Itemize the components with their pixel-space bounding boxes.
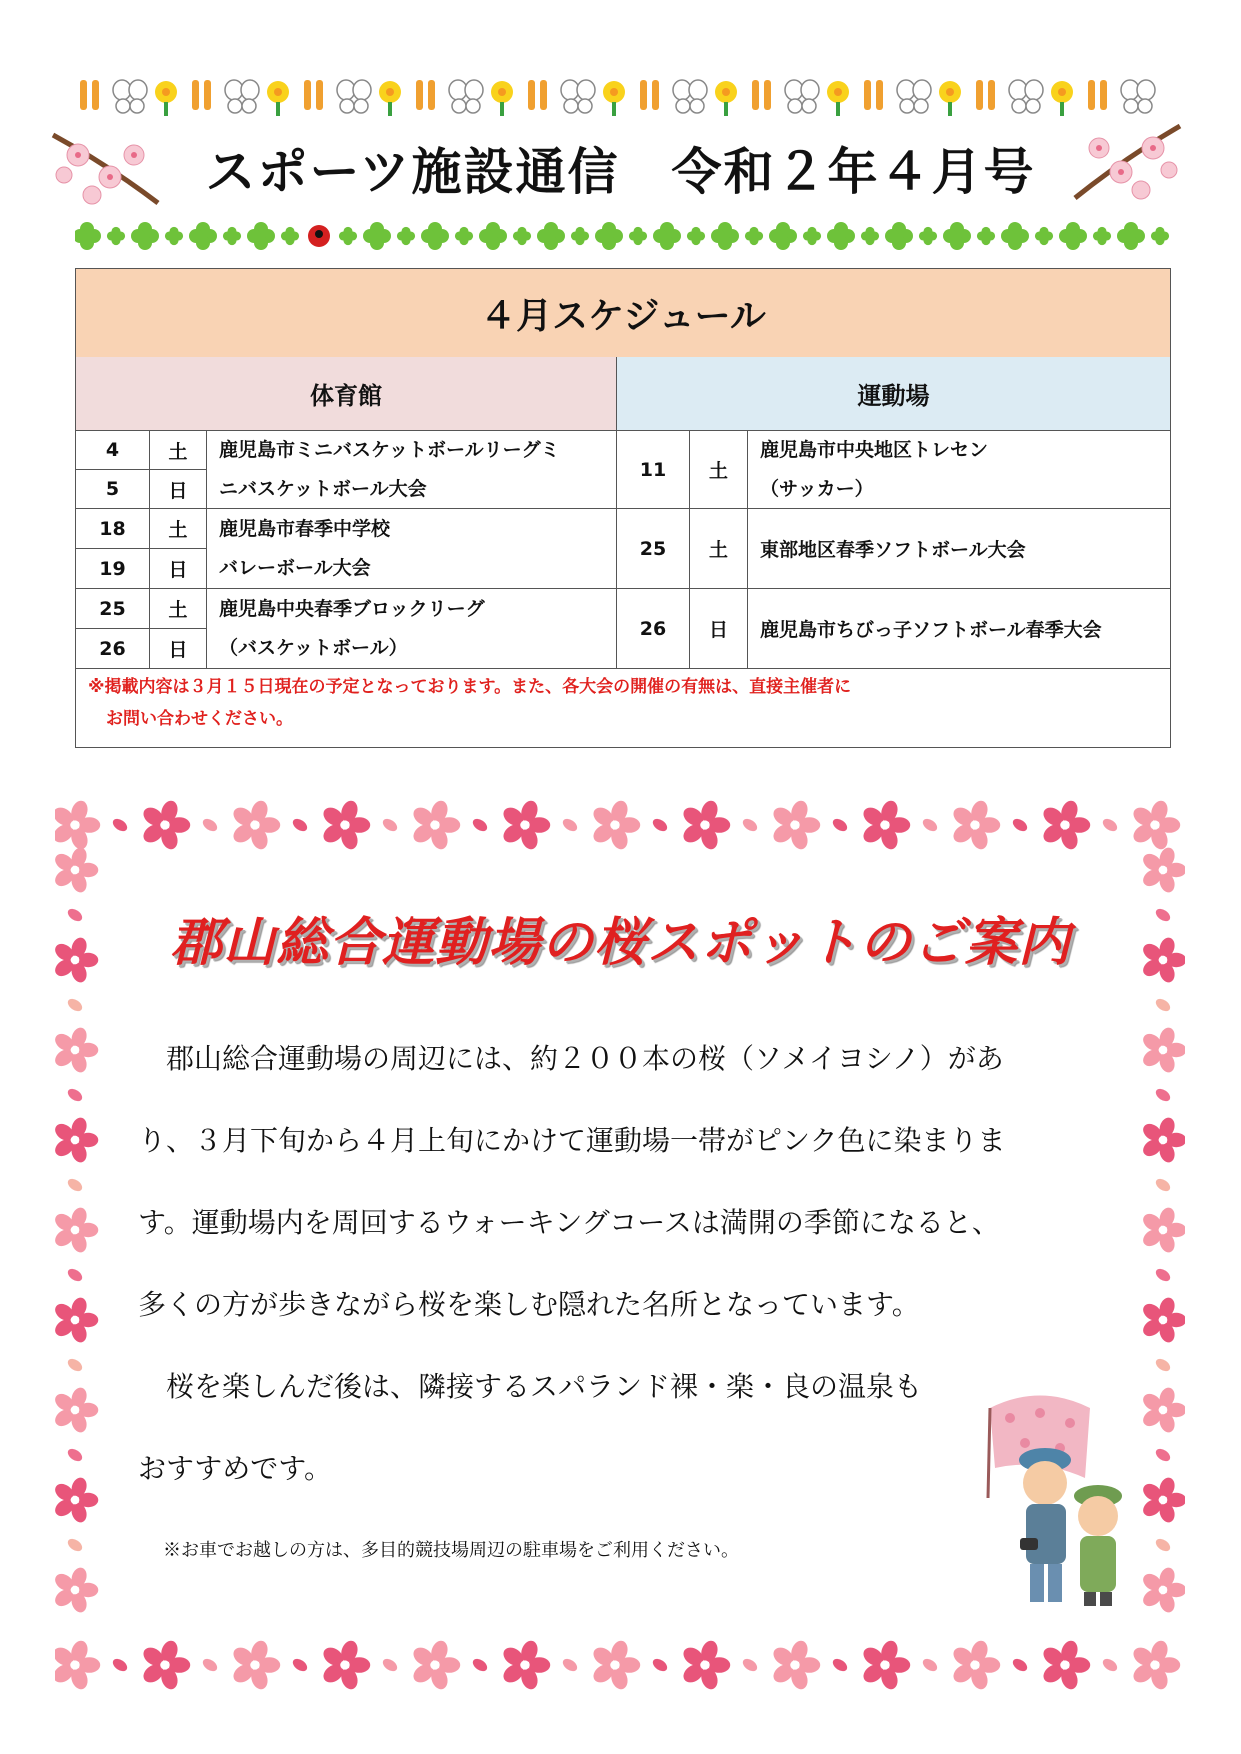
gym-weekday: 土: [150, 589, 207, 629]
gym-event-line: 鹿児島市ミニバスケットボールリーグミ: [219, 438, 560, 461]
field-event: 東部地区春季ソフトボール大会: [748, 509, 1170, 589]
field-date: 26: [617, 589, 690, 669]
gym-weekday: 日: [150, 629, 207, 669]
field-event-line: （サッカー）: [760, 477, 874, 500]
description-line: 郡山総合運動場の周辺には、約２００本の桜（ソメイヨシノ）があ: [138, 1042, 1004, 1075]
field-column-header: 運動場: [617, 357, 1170, 431]
field-weekday: 日: [690, 589, 748, 669]
couple-hanami-illustration-icon: [980, 1388, 1140, 1613]
sakura-description: [138, 1018, 1108, 1510]
gym-event-line: 鹿児島中央春季ブロックリーグ: [219, 597, 485, 620]
description-line: おすすめです。: [138, 1452, 333, 1485]
top-decoration-border: [78, 74, 1163, 118]
schedule-table: [75, 268, 1171, 748]
field-date: 25: [617, 509, 690, 589]
description-line: す。運動場内を周回するウォーキングコースは満開の季節になると、: [138, 1206, 1000, 1239]
clover-decoration-border: [75, 216, 1170, 256]
gym-event-line: 鹿児島市春季中学校: [219, 517, 391, 540]
description-line: 桜を楽しんだ後は、隣接するスパランド裸・楽・良の温泉も: [138, 1370, 923, 1403]
schedule-note: [88, 671, 851, 735]
gym-event: [207, 589, 617, 669]
gym-weekday: 土: [150, 431, 207, 470]
field-weekday: 土: [690, 509, 748, 589]
gym-event: [207, 509, 617, 589]
gym-event-line: バレーボール大会: [219, 556, 371, 579]
field-event-line: 鹿児島市中央地区トレセン: [760, 438, 989, 461]
gym-event-line: （バスケットボール）: [219, 636, 408, 659]
schedule-heading: ４月スケジュール: [76, 269, 1170, 358]
gym-date: 26: [76, 629, 150, 669]
description-line: り、３月下旬から４月上旬にかけて運動場一帯がピンク色に染まりま: [138, 1124, 1006, 1157]
gym-weekday: 日: [150, 549, 207, 589]
gym-date: 25: [76, 589, 150, 629]
newsletter-title: スポーツ施設通信 令和２年４月号: [205, 143, 1036, 201]
gym-date: 19: [76, 549, 150, 589]
gym-column-header: 体育館: [76, 357, 617, 431]
schedule-note-line: ※掲載内容は３月１５日現在の予定となっております。また、各大会の開催の有無は、直接主催者に: [88, 677, 852, 697]
field-event: 鹿児島市ちびっ子ソフトボール春季大会: [748, 589, 1170, 669]
gym-event-line: ニバスケットボール大会: [219, 477, 427, 500]
schedule-note-line: お問い合わせください。: [106, 709, 293, 729]
gym-date: 4: [76, 431, 150, 470]
gym-date: 5: [76, 470, 150, 509]
gym-event: [207, 431, 617, 509]
field-date: 11: [617, 431, 690, 509]
sakura-title: 郡山総合運動場の桜スポットのご案内: [169, 912, 1071, 973]
description-line: 多くの方が歩きながら桜を楽しむ隠れた名所となっています。: [138, 1288, 920, 1321]
field-weekday: 土: [690, 431, 748, 509]
gym-date: 18: [76, 509, 150, 549]
parking-note: ※お車でお越しの方は、多目的競技場周辺の駐車場をご利用ください。: [163, 1540, 739, 1561]
gym-weekday: 日: [150, 470, 207, 509]
field-event: [748, 431, 1170, 509]
gym-weekday: 土: [150, 509, 207, 549]
